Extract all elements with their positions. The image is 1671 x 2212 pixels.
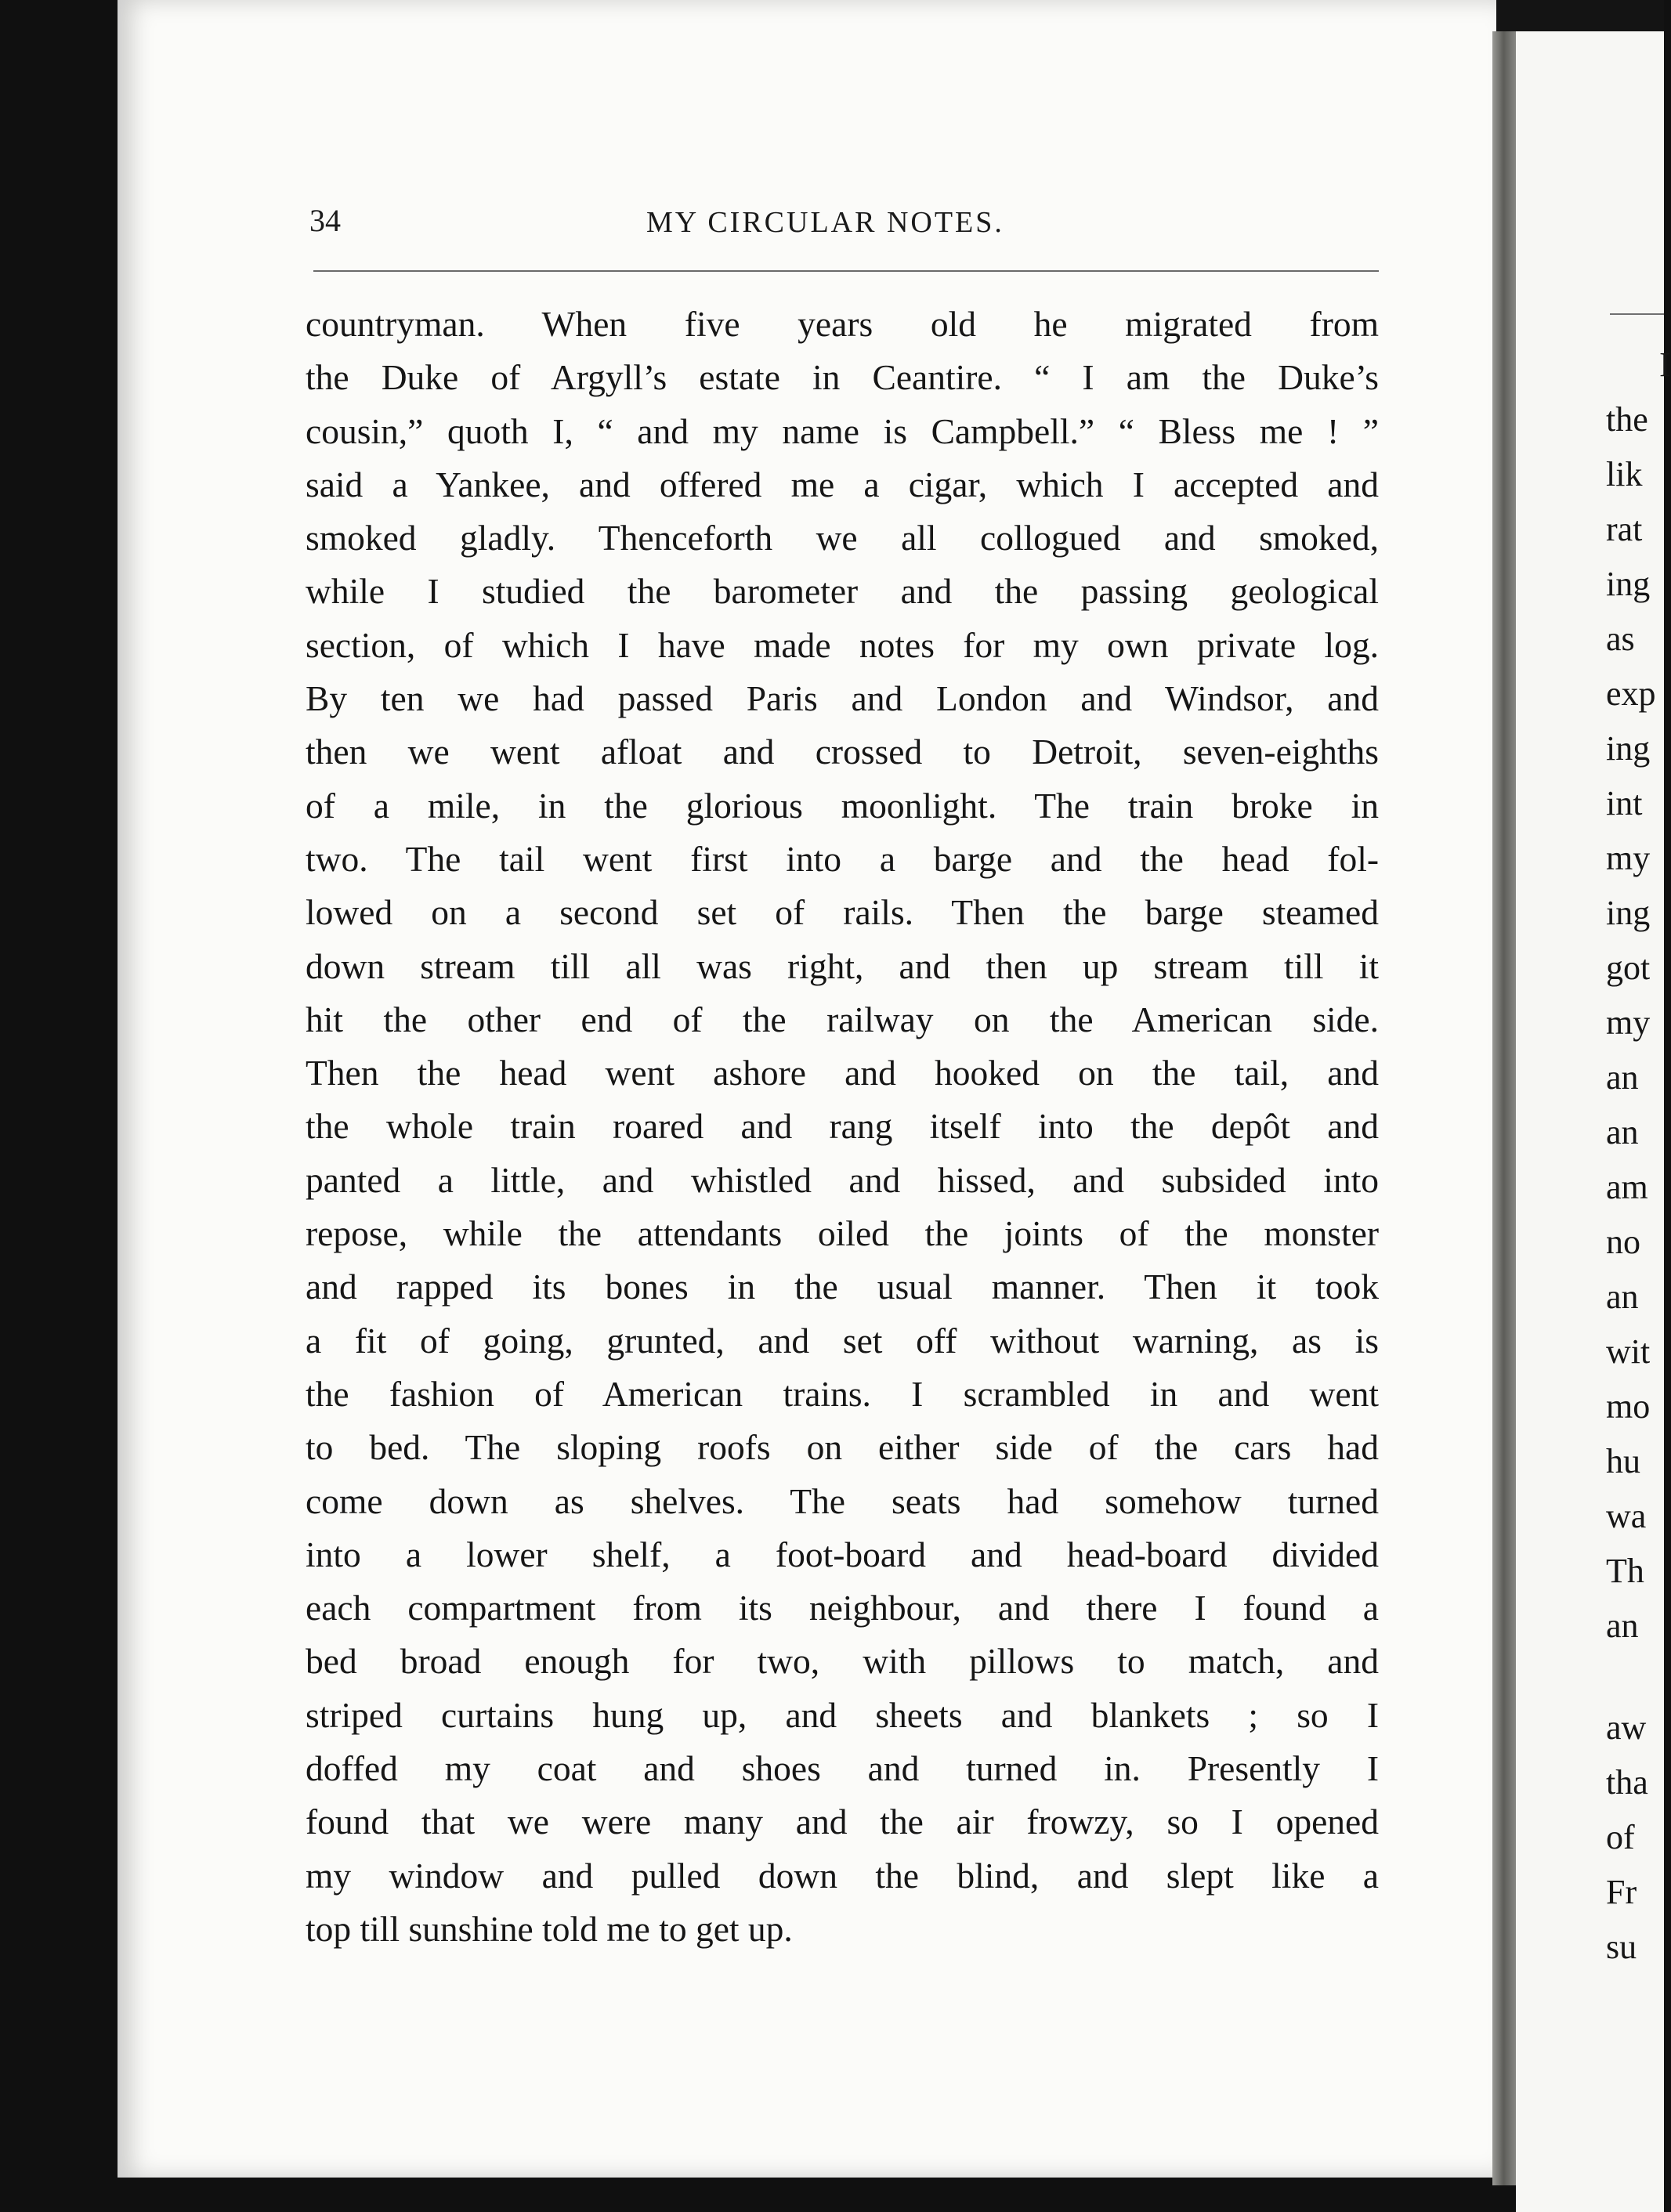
text-line: into a lower shelf, a foot-board and head-board divided xyxy=(306,1534,1379,1574)
right-page-fragment: my xyxy=(1606,1003,1651,1042)
text-line: countryman. When five years old he migrated from xyxy=(306,304,1379,344)
text-line: By ten we had passed Paris and London and Windsor, and xyxy=(306,678,1379,719)
right-page-fragment: rat xyxy=(1606,510,1643,548)
right-page-fragment: my xyxy=(1606,839,1651,877)
right-page-edge xyxy=(1516,31,1664,2212)
right-page-fragment: ing xyxy=(1606,729,1651,768)
text-line: the whole train roared and rang itself into the depôt and xyxy=(306,1106,1379,1147)
text-line: and rapped its bones in the usual manner. Then it took xyxy=(306,1267,1379,1307)
text-line: two. The tail went first into a barge and the head fol- xyxy=(306,838,1379,879)
right-page-fragment: got xyxy=(1606,949,1651,987)
text-line: each compartment from its neighbour, and there I found a xyxy=(306,1588,1379,1628)
header-rule xyxy=(313,270,1379,272)
right-page-fragment: an xyxy=(1606,1058,1639,1097)
text-line: the fashion of American trains. I scrambled in and went xyxy=(306,1373,1379,1414)
text-line: found that we were many and the air frowzy, so I opened xyxy=(306,1802,1379,1842)
text-line: then we went afloat and crossed to Detroit, seven-eighths xyxy=(306,732,1379,772)
right-page-fragment: hu xyxy=(1606,1442,1640,1480)
right-page-fragment: of xyxy=(1606,1818,1635,1856)
text-line: come down as shelves. The seats had somehow turned xyxy=(306,1480,1379,1521)
text-line: doffed my coat and shoes and turned in. Presently I xyxy=(306,1748,1379,1789)
running-title: MY CIRCULAR NOTES. xyxy=(646,206,1004,239)
page-number: 34 xyxy=(309,203,341,238)
text-line: a fit of going, grunted, and set off without warning, as is xyxy=(306,1320,1379,1361)
text-line: down stream till all was right, and then up stream till it xyxy=(306,945,1379,986)
text-line: to bed. The sloping roofs on either side of the cars had xyxy=(306,1427,1379,1468)
book-gutter xyxy=(1492,31,1517,2185)
text-line: striped curtains hung up, and sheets and blankets ; so I xyxy=(306,1694,1379,1735)
right-page-fragment: wit xyxy=(1606,1332,1651,1371)
right-page-fragment: Fr xyxy=(1606,1873,1637,1911)
text-line: repose, while the attendants oiled the joints of the monster xyxy=(306,1213,1379,1254)
right-page-fragment: ing xyxy=(1606,565,1651,603)
right-page-fragment: exp xyxy=(1606,674,1656,713)
text-line: smoked gladly. Thenceforth we all collogued and smoked, xyxy=(306,518,1379,558)
right-page-fragment: su xyxy=(1606,1928,1637,1966)
right-page-fragment: lik xyxy=(1606,455,1643,493)
right-page-fragment: no xyxy=(1606,1223,1640,1261)
right-page-fragment: as xyxy=(1606,620,1635,658)
right-page-fragment: an xyxy=(1606,1278,1639,1316)
text-line: lowed on a second set of rails. Then the barge steamed xyxy=(306,892,1379,933)
text-line: hit the other end of the railway on the American side. xyxy=(306,999,1379,1039)
right-page-fragment: I xyxy=(1659,345,1671,384)
body-text xyxy=(306,298,1379,1956)
page-header xyxy=(309,202,1383,257)
text-line: while I studied the barometer and the passing geological xyxy=(306,571,1379,612)
right-page-fragment: Th xyxy=(1606,1552,1644,1590)
text-line: top till sunshine told me to get up. xyxy=(306,1908,793,1949)
text-line: Then the head went ashore and hooked on the tail, and xyxy=(306,1053,1379,1093)
text-line: panted a little, and whistled and hissed, and subsided into xyxy=(306,1159,1379,1200)
text-line: section, of which I have made notes for my own private log. xyxy=(306,624,1379,665)
right-page-fragment: am xyxy=(1606,1168,1648,1206)
right-page-fragment: the xyxy=(1606,400,1648,439)
right-page-fragment: tha xyxy=(1606,1763,1648,1802)
text-line: my window and pulled down the blind, and slept like a xyxy=(306,1855,1379,1896)
right-page-header-rule xyxy=(1610,313,1664,315)
right-page-fragment: an xyxy=(1606,1607,1639,1645)
right-page-fragment: aw xyxy=(1606,1708,1647,1747)
right-page-fragment: an xyxy=(1606,1113,1639,1151)
right-page-fragment: int xyxy=(1606,784,1643,822)
right-page-fragment: wa xyxy=(1606,1497,1647,1535)
right-page-fragment: ing xyxy=(1606,894,1651,932)
text-line: the Duke of Argyll’s estate in Ceantire. “ I am the Duke’s xyxy=(306,357,1379,398)
text-line: said a Yankee, and offered me a cigar, which I accepted and xyxy=(306,464,1379,504)
text-line: bed broad enough for two, with pillows to match, and xyxy=(306,1641,1379,1682)
right-page-fragment: mo xyxy=(1606,1387,1651,1426)
text-line: of a mile, in the glorious moonlight. The train broke in xyxy=(306,785,1379,826)
text-line: cousin,” quoth I, “ and my name is Campbell.” “ Bless me ! ” xyxy=(306,410,1379,451)
